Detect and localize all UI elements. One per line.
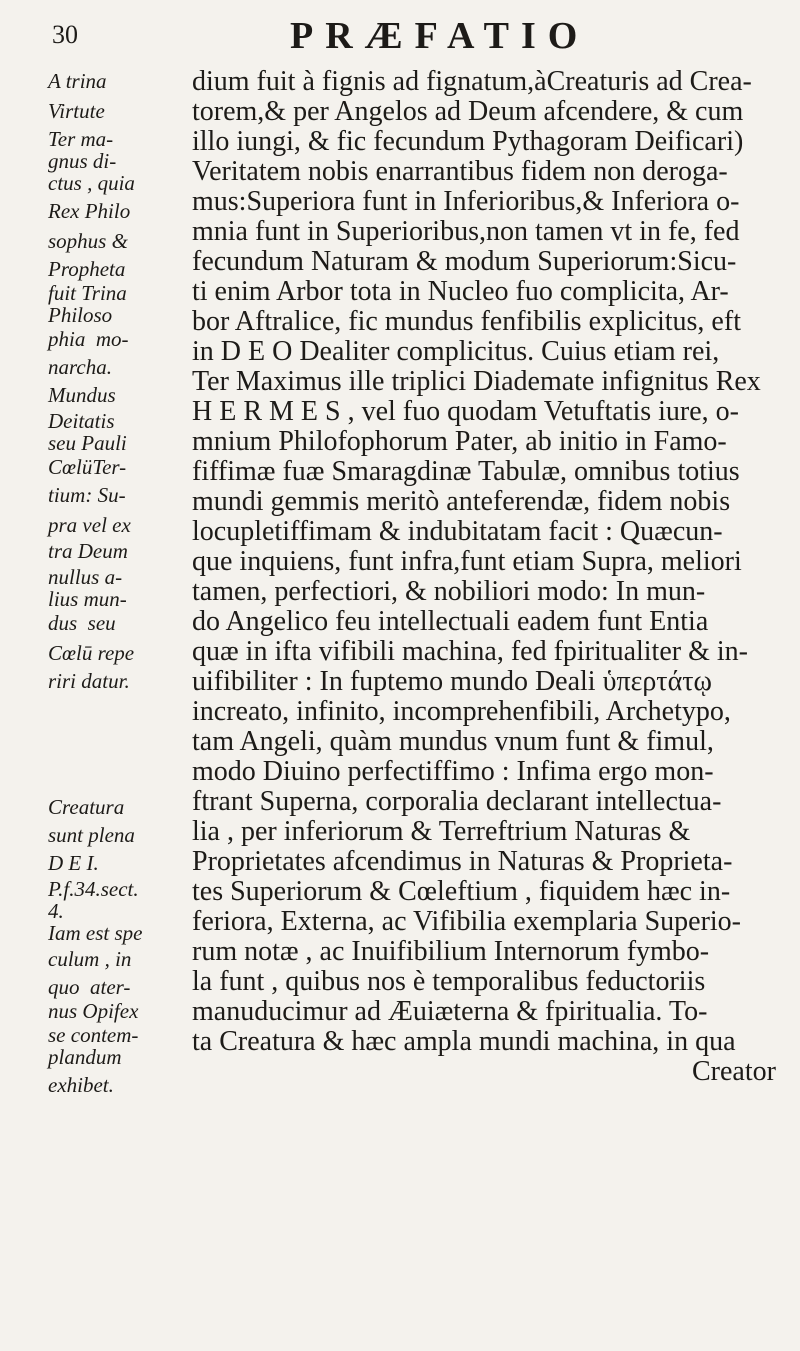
- margin-note: nus Opifex: [48, 999, 139, 1023]
- margin-note: culum , in: [48, 947, 132, 971]
- margin-note: quo ater-: [48, 975, 131, 999]
- text-line: ftrant Superna, corporalia declarant intellectua-: [192, 786, 722, 817]
- text-line: fecundum Naturam & modum Superiorum:Sicu-: [192, 246, 737, 277]
- margin-note: Creatura: [48, 795, 125, 819]
- margin-note: dus seu: [48, 611, 116, 635]
- text-line: fiffimæ fuæ Smaragdinæ Tabulæ, omnibus totius: [192, 456, 740, 487]
- text-line: H E R M E S , vel fuo quodam Vetuftatis iure, o-: [192, 396, 739, 427]
- text-line: manuducimur ad Æuiæterna & fpiritualia. To-: [192, 996, 708, 1027]
- margin-note: nullus a-: [48, 565, 123, 589]
- margin-note: Iam est spe: [48, 921, 143, 945]
- text-line: quæ in ifta vifibili machina, fed fpiritualiter & in-: [192, 636, 748, 667]
- margin-note: fuit Trina: [48, 281, 127, 305]
- margin-note: narcha.: [48, 355, 112, 379]
- margin-note: tium: Su-: [48, 483, 126, 507]
- text-line: do Angelico feu intellectuali eadem funt Entia: [192, 606, 709, 637]
- text-line: Proprietates afcendimus in Naturas & Proprieta-: [192, 846, 733, 877]
- margin-note: seu Pauli: [48, 431, 127, 455]
- text-line: ti enim Arbor tota in Nucleo fuo complicita, Ar-: [192, 276, 729, 307]
- text-line: illo iungi, & fic fecundum Pythagoram Deificari): [192, 126, 744, 157]
- margin-note: Cœlū repe: [48, 641, 135, 665]
- text-line: lia , per inferiorum & Terreftrium Naturas &: [192, 816, 691, 847]
- page-header: [0, 10, 800, 60]
- margin-note: riri datur.: [48, 669, 130, 693]
- margin-note: Ter ma-: [48, 127, 114, 151]
- text-line: mus:Superiora funt in Inferioribus,& Inferiora o-: [192, 186, 740, 217]
- text-line: que inquiens, funt infra,funt etiam Supra, meliori: [192, 546, 742, 577]
- text-line: mnium Philofophorum Pater, ab initio in Famo-: [192, 426, 727, 457]
- text-line: in D E O Dealiter complicitus. Cuius etiam rei,: [192, 336, 720, 367]
- margin-note: sunt plena: [48, 823, 135, 847]
- margin-note: ctus , quia: [48, 171, 135, 195]
- margin-note: plandum: [48, 1045, 122, 1069]
- text-line: locupletiffimam & indubitatam facit : Quæcun-: [192, 516, 723, 547]
- margin-note: Mundus: [48, 383, 116, 407]
- margin-note: CœlüTer-: [48, 455, 127, 479]
- text-line: Veritatem nobis enarrantibus fidem non deroga-: [192, 156, 728, 187]
- margin-note: Rex Philo: [48, 199, 131, 223]
- text-line: feriora, Externa, ac Vifibilia exemplaria Superio-: [192, 906, 742, 937]
- running-title: PRÆFATIO: [290, 15, 590, 57]
- margin-note: A trina: [48, 69, 107, 93]
- margin-note: lius mun-: [48, 587, 127, 611]
- page-number: 30: [52, 20, 78, 49]
- text-line: mnia funt in Superioribus,non tamen vt in fe, fed: [192, 216, 740, 247]
- margin-note: exhibet.: [48, 1073, 114, 1097]
- text-line: rum notæ , ac Inuifibilium Internorum fymbo-: [192, 936, 710, 967]
- margin-note: Philoso: [48, 303, 113, 327]
- text-line: uifibiliter : In fuptemo mundo Deali ὑπερτάτῳ: [192, 666, 712, 697]
- text-line: torem,& per Angelos ad Deum afcendere, & cum: [192, 96, 744, 127]
- text-line: dium fuit à fignis ad fignatum,àCreaturis ad Crea-: [192, 66, 752, 97]
- text-line: la funt , quibus nos è temporalibus feductoriis: [192, 966, 706, 997]
- margin-note: sophus &: [48, 229, 128, 253]
- text-line: ta Creatura & hæc ampla mundi machina, in qua: [192, 1026, 736, 1057]
- text-line: bor Aftralice, fic mundus fenfibilis explicitus, eft: [192, 306, 741, 337]
- text-line: tam Angeli, quàm mundus vnum funt & fimul,: [192, 726, 714, 757]
- margin-note: tra Deum: [48, 539, 128, 563]
- text-line: mundi gemmis meritò anteferendæ, fidem nobis: [192, 486, 731, 517]
- text-line: modo Diuino perfectiffimo : Infima ergo mon-: [192, 756, 714, 787]
- margin-note: Deitatis: [48, 409, 115, 433]
- text-line: increato, infinito, incomprehenfibili, Archetypo,: [192, 696, 731, 727]
- margin-note: pra vel ex: [48, 513, 131, 537]
- margin-note: Propheta: [48, 257, 126, 281]
- catchword: Creator: [692, 1056, 776, 1087]
- text-line: tes Superiorum & Cœleftium , fiquidem hæc in-: [192, 876, 731, 907]
- text-line: Ter Maximus ille triplici Diademate infignitus Rex: [192, 366, 761, 397]
- margin-note: gnus di-: [48, 149, 117, 173]
- margin-note: se contem-: [48, 1023, 139, 1047]
- margin-note: D E I.: [48, 851, 99, 875]
- margin-note: P.f.34.sect.: [48, 877, 139, 901]
- text-line: tamen, perfectiori, & nobiliori modo: In mun-: [192, 576, 706, 607]
- margin-note: 4.: [48, 899, 64, 923]
- margin-note: phia mo-: [48, 327, 129, 351]
- margin-note: Virtute: [48, 99, 105, 123]
